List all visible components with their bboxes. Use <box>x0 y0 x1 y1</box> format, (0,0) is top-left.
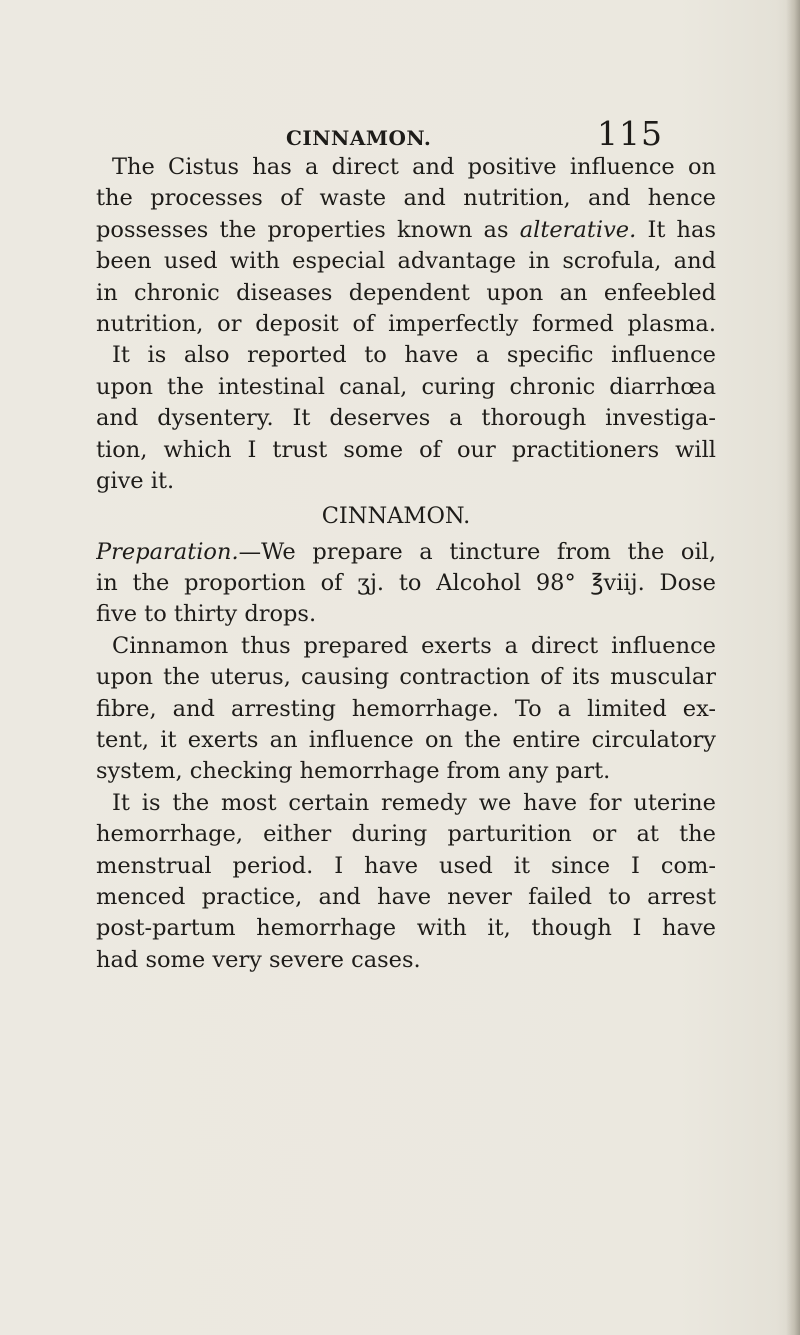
text-line: give it. <box>96 467 175 494</box>
text-line <box>96 537 716 568</box>
running-head <box>0 112 800 152</box>
text-line: nutrition, or deposit of imperfectly formed plasma. <box>96 310 716 337</box>
text-line: It is the most certain remedy we have for uterine <box>112 789 716 816</box>
text-line: in chronic diseases dependent upon an enfeebled <box>96 279 716 306</box>
text-line: tent, it exerts an influence on the entire circulatory <box>96 727 716 754</box>
page-number: 115 <box>597 114 663 153</box>
text-line: and dysentery. It deserves a thorough investiga- <box>96 405 716 432</box>
text-span: —We prepare a tincture from the oil, <box>238 538 716 565</box>
text-span: possesses the properties known as <box>96 216 520 243</box>
page-edge-shadow <box>786 0 800 1335</box>
text-line: post-partum hemorrhage with it, though I have <box>96 915 716 942</box>
remedy-paragraph <box>96 788 716 976</box>
text-line: had some very severe cases. <box>96 946 421 973</box>
text-line: menced practice, and have never failed to arrest <box>96 883 716 910</box>
cistus-paragraph <box>96 152 716 497</box>
text-line: menstrual period. I have used it since I com- <box>96 852 716 879</box>
text-line: The Cistus has a direct and positive influence on <box>112 154 716 180</box>
text-line <box>96 215 716 246</box>
preparation-paragraph <box>96 537 716 631</box>
italic-term: Preparation. <box>96 538 239 565</box>
text-line: Cinnamon thus prepared exerts a direct influence <box>112 632 716 659</box>
text-line: upon the intestinal canal, curing chronic diarrhœa <box>96 373 716 400</box>
text-line: in the proportion of ʒj. to Alcohol 98° ℥viij. Dose <box>96 570 716 597</box>
running-title: CINNAMON. <box>286 126 432 150</box>
uterus-paragraph <box>96 631 716 788</box>
italic-term: alterative. <box>519 216 637 243</box>
text-line: five to thirty drops. <box>96 601 317 628</box>
text-line: been used with especial advantage in scrofula, and <box>96 248 716 275</box>
text-line: hemorrhage, either during parturition or at the <box>96 821 716 848</box>
text-block <box>96 152 716 976</box>
section-heading: CINNAMON. <box>321 503 471 530</box>
text-line: the processes of waste and nutrition, and hence <box>96 185 716 212</box>
text-line: fibre, and arresting hemorrhage. To a limited ex- <box>96 695 716 722</box>
text-line: It is also reported to have a specific influence <box>112 342 716 369</box>
text-span: It has <box>636 216 716 243</box>
text-line: upon the uterus, causing contraction of its muscular <box>96 664 716 691</box>
text-line: tion, which I trust some of our practitioners will <box>96 436 716 463</box>
text-line: system, checking hemorrhage from any part. <box>96 758 611 785</box>
